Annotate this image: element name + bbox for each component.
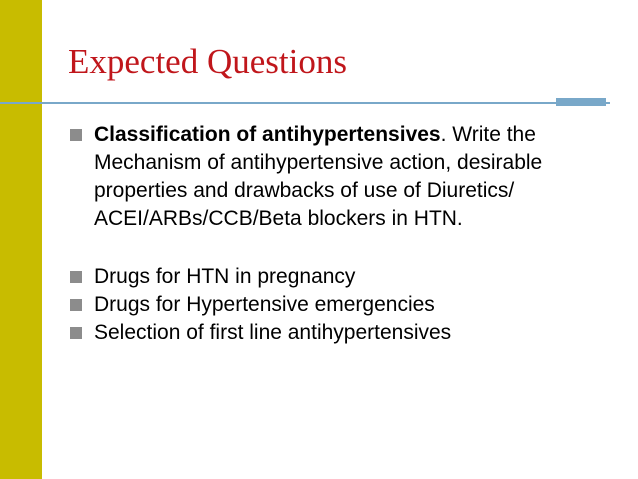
square-bullet-icon <box>70 129 82 141</box>
side-accent-bar <box>0 0 42 479</box>
bullet-text: Drugs for Hypertensive emergencies <box>94 293 435 316</box>
bullet-item <box>70 263 610 291</box>
bullet-list <box>70 121 610 347</box>
bullet-item <box>70 319 610 347</box>
bullet-text: Drugs for HTN in pregnancy <box>94 265 356 288</box>
square-bullet-icon <box>70 299 82 311</box>
square-bullet-icon <box>70 327 82 339</box>
slide-title: Expected Questions <box>68 42 347 81</box>
square-bullet-icon <box>70 271 82 283</box>
bullet-item <box>70 291 610 319</box>
bullet-bold-lead: Classification of antihypertensives <box>94 123 441 146</box>
title-underline <box>0 102 610 104</box>
bullet-text: Selection of first line antihypertensives <box>94 321 452 344</box>
title-underline-accent <box>556 98 606 106</box>
bullet-text: . Write the Mechanism of antihypertensive action, desirable properties and drawbacks of use of Diuretics/ ACEI/ARBs/CCB/Beta blockers in HTN. <box>94 123 543 230</box>
bullet-item <box>70 121 610 233</box>
